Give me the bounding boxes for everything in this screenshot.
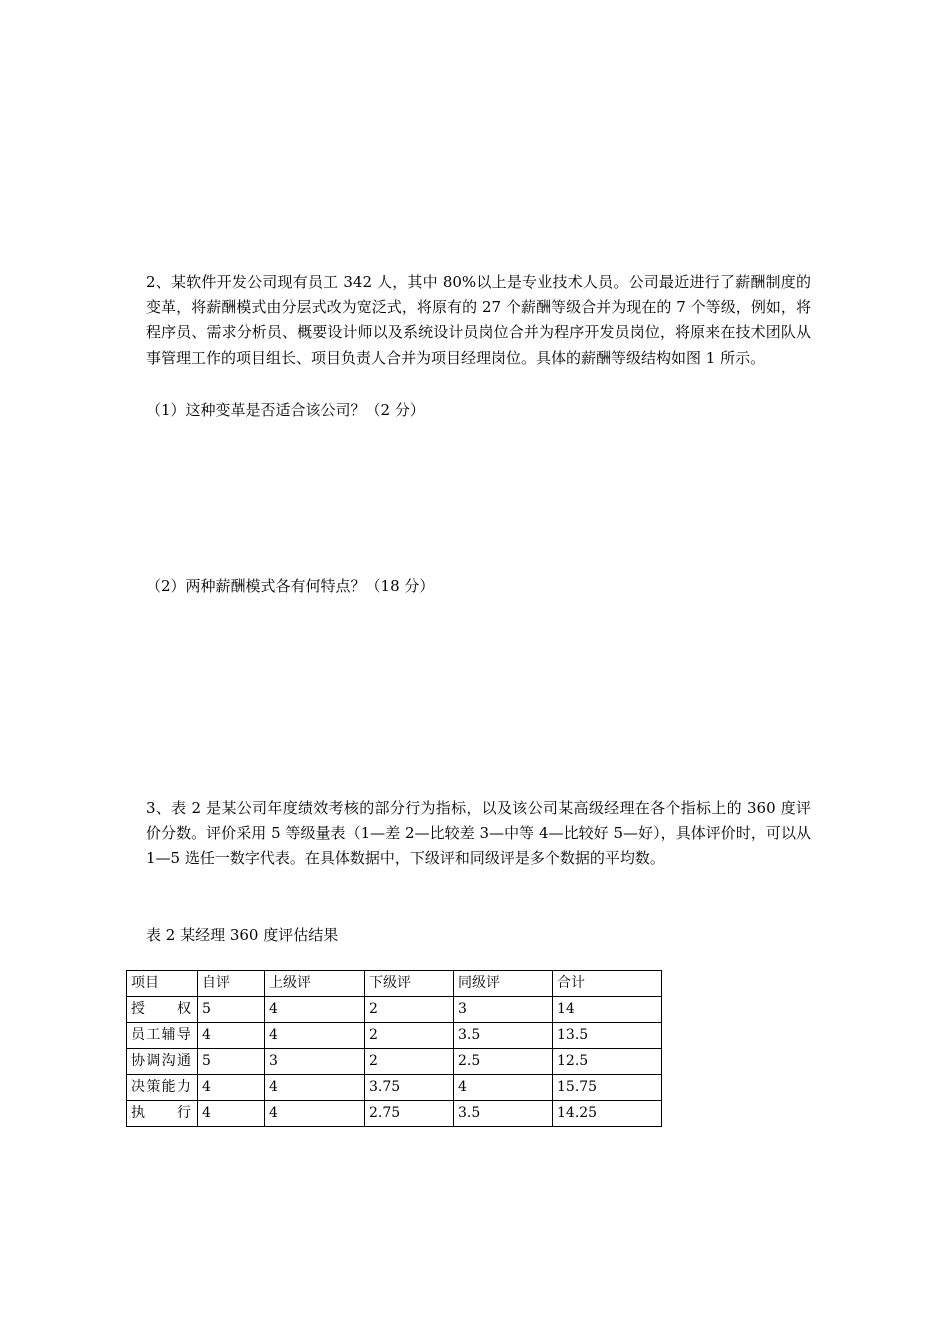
table-cell: 4 — [265, 1023, 365, 1049]
header-cell: 上级评 — [265, 971, 365, 997]
table-cell: 3 — [454, 997, 553, 1023]
question-3-text: 3、表 2 是某公司年度绩效考核的部分行为指标，以及该公司某高级经理在各个指标上的 360 度评价分数。评价采用 5 等级量表（1—差 2—比较差 3—中等 4—比较好 5—好），具体评价时，可以从 1—5 选任一数字代表。在具体数据中，下级评和同级评是多个数据的平均数。 — [146, 799, 811, 868]
header-cell: 自评 — [198, 971, 265, 997]
table-cell: 4 — [265, 997, 365, 1023]
table-cell: 4 — [198, 1101, 265, 1127]
table-cell: 授权 — [127, 997, 198, 1023]
table-cell: 15.75 — [553, 1075, 662, 1101]
header-cell: 下级评 — [365, 971, 454, 997]
table-row — [127, 1101, 662, 1127]
header-cell: 同级评 — [454, 971, 553, 997]
table-cell: 3 — [265, 1049, 365, 1075]
table-cell: 14 — [553, 997, 662, 1023]
table-row — [127, 1075, 662, 1101]
table-caption: 表 2 某经理 360 度评估结果 — [146, 926, 339, 944]
table-cell: 4 — [198, 1075, 265, 1101]
question-2-text: 2、某软件开发公司现有员工 342 人，其中 80%以上是专业技术人员。公司最近进行了薪酬制度的变革，将薪酬模式由分层式改为宽泛式，将原有的 27 个薪酬等级合并为现在的 7 个等级，例如，将程序员、需求分析员、概要设计师以及系统设计员岗位合并为程序开发员岗位，将原来在技术团队从事管理工作的项目组长、项目负责人合并为项目经理岗位。具体的薪酬等级结构如图 1 所示。 — [146, 273, 811, 367]
table-cell: 5 — [198, 997, 265, 1023]
table-cell: 4 — [265, 1101, 365, 1127]
table-cell: 2 — [365, 1049, 454, 1075]
table-cell: 2.5 — [454, 1049, 553, 1075]
table-cell: 13.5 — [553, 1023, 662, 1049]
table-cell: 4 — [454, 1075, 553, 1101]
table-row — [127, 1023, 662, 1049]
table-cell: 执行 — [127, 1101, 198, 1127]
table-cell: 3.75 — [365, 1075, 454, 1101]
table-cell: 2.75 — [365, 1101, 454, 1127]
table-cell: 协调沟通 — [127, 1049, 198, 1075]
table-cell: 4 — [198, 1023, 265, 1049]
table-row — [127, 1049, 662, 1075]
table-cell: 决策能力 — [127, 1075, 198, 1101]
table-cell: 4 — [265, 1075, 365, 1101]
table-cell: 14.25 — [553, 1101, 662, 1127]
table-cell: 3.5 — [454, 1023, 553, 1049]
question-2-sub-2: （2）两种薪酬模式各有何特点？（18 分） — [146, 577, 435, 595]
table-cell: 3.5 — [454, 1101, 553, 1127]
table-row — [127, 997, 662, 1023]
evaluation-table — [126, 970, 662, 1127]
table-cell: 2 — [365, 1023, 454, 1049]
table-header-row — [127, 971, 662, 997]
table-cell: 2 — [365, 997, 454, 1023]
table-cell: 12.5 — [553, 1049, 662, 1075]
question-2-sub-1: （1）这种变革是否适合该公司？（2 分） — [146, 401, 425, 419]
table-cell: 员工辅导 — [127, 1023, 198, 1049]
header-cell: 项目 — [127, 971, 198, 997]
table-cell: 5 — [198, 1049, 265, 1075]
header-cell: 合计 — [553, 971, 662, 997]
